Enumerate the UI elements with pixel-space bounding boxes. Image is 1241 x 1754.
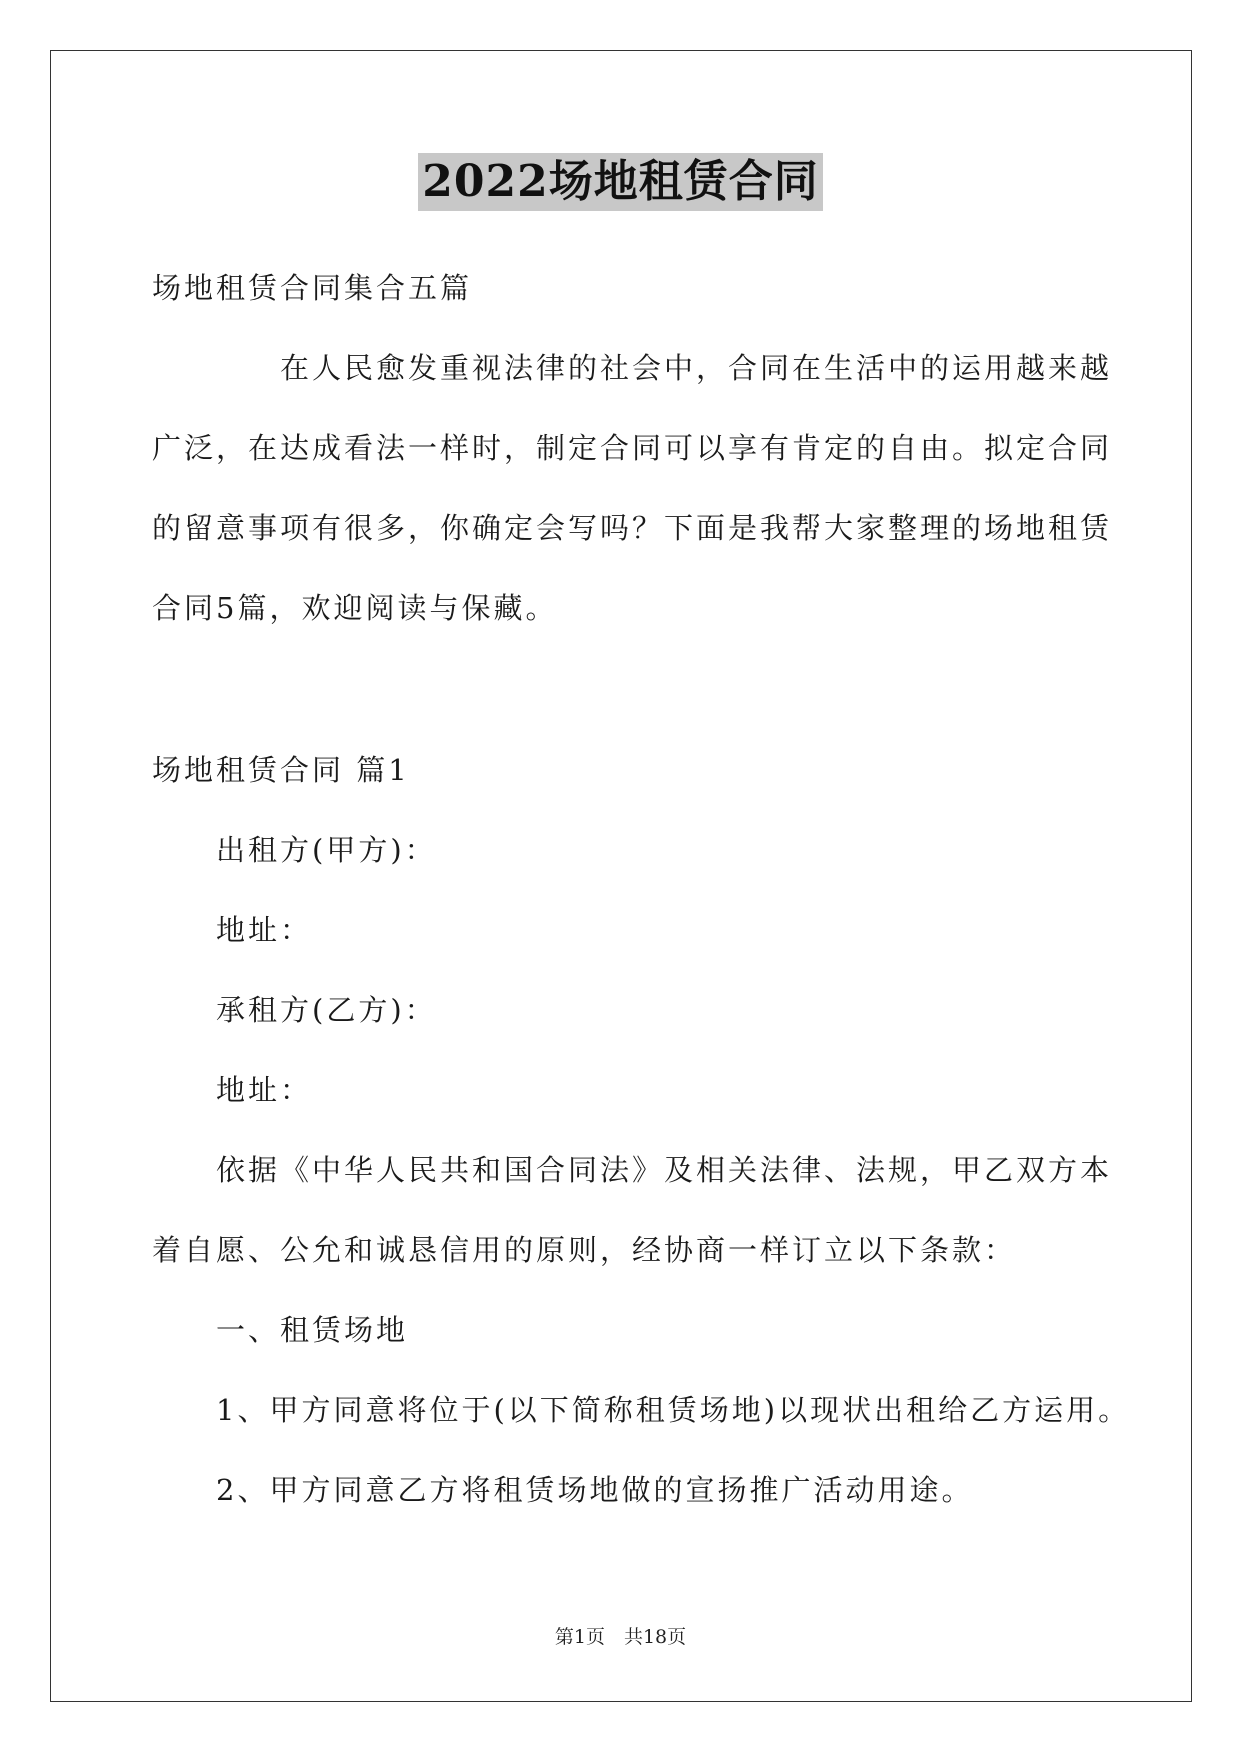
clause-item: 1、甲方同意将位于(以下简称租赁场地)以现状出租给乙方运用。 [216,1393,1131,1427]
clause-heading: 一、租赁场地 [216,1313,409,1347]
intro-paragraph-line: 合同5篇，欢迎阅读与保藏。 [152,591,558,625]
lessee-address-label: 地址： [216,1073,313,1107]
page-number: 第1页 共18页 [554,1626,687,1648]
lessor-address-label: 地址： [216,913,313,947]
document-title: 2022场地租赁合同 [418,153,822,211]
lessor-label: 出租方(甲方)： [216,833,437,867]
basis-paragraph-line: 着自愿、公允和诚恳信用的原则，经协商一样订立以下条款： [152,1233,1017,1267]
intro-paragraph-line: 的留意事项有很多，你确定会写吗？下面是我帮大家整理的场地租赁 [152,511,1113,545]
basis-paragraph-line: 依据《中华人民共和国合同法》及相关法律、法规，甲乙双方本 [216,1153,1113,1187]
lessee-label: 承租方(乙方)： [216,993,437,1027]
section-heading: 场地租赁合同 篇1 [152,753,410,787]
document-subtitle: 场地租赁合同集合五篇 [152,271,473,305]
intro-paragraph-line: 广泛，在达成看法一样时，制定合同可以享有肯定的自由。拟定合同 [152,431,1113,465]
intro-paragraph-line: 在人民愈发重视法律的社会中，合同在生活中的运用越来越 [280,351,1113,385]
title-block [0,153,1241,211]
clause-item: 2、甲方同意乙方将租赁场地做的宣扬推广活动用途。 [216,1473,974,1507]
